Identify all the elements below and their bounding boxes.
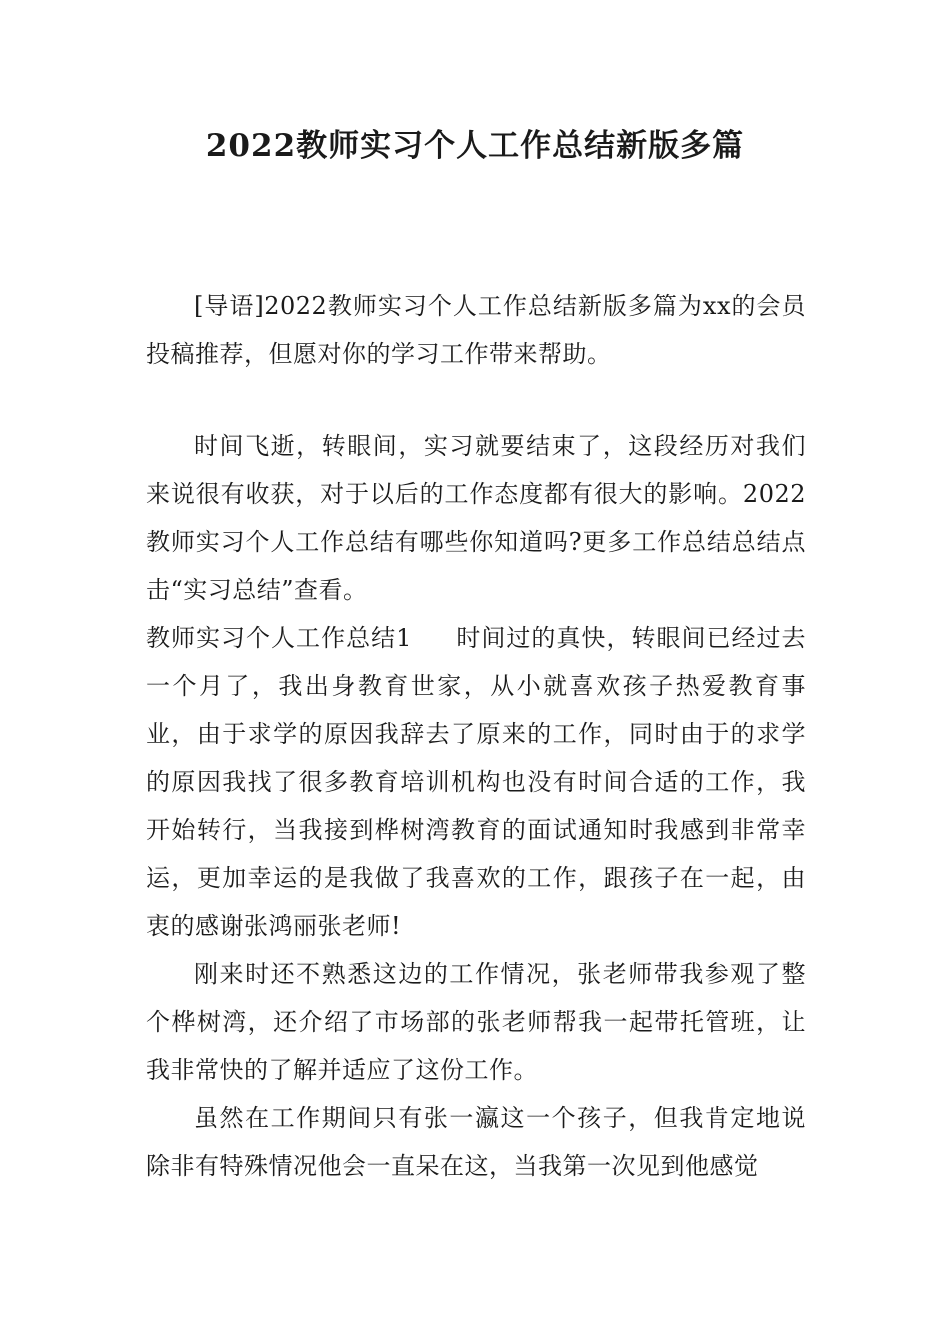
document-title: 2022教师实习个人工作总结新版多篇 bbox=[205, 128, 745, 164]
paragraph-gap bbox=[146, 378, 806, 422]
section-1-paragraph bbox=[146, 614, 806, 950]
paragraph-4: 虽然在工作期间只有张一瀛这一个孩子，但我肯定地说除非有特殊情况他会一直呆在这，当我第一次见到他感觉 bbox=[146, 1104, 806, 1180]
paragraph-1: 时间飞逝，转眼间，实习就要结束了，这段经历对我们来说很有收获，对于以后的工作态度都有很大的影响。2022教师实习个人工作总结有哪些你知道吗?更多工作总结总结点击“实习总结”查看。 bbox=[146, 432, 806, 604]
paragraph-3: 刚来时还不熟悉这边的工作情况，张老师带我参观了整个桦树湾，还介绍了市场部的张老师帮我一起带托管班，让我非常快的了解并适应了这份工作。 bbox=[146, 960, 806, 1084]
section-1-heading: 教师实习个人工作总结1 bbox=[146, 624, 412, 652]
intro-paragraph: [导语]2022教师实习个人工作总结新版多篇为xx的会员投稿推荐，但愿对你的学习工作带来帮助。 bbox=[146, 292, 806, 368]
section-1-text: 时间过的真快，转眼间已经过去一个月了，我出身教育世家，从小就喜欢孩子热爱教育事业，由于求学的原因我辞去了原来的工作，同时由于的求学的原因我找了很多教育培训机构也没有时间合适的工作，我开始转行，当我接到桦树湾教育的面试通知时我感到非常幸运，更加幸运的是我做了我喜欢的工作，跟孩子在一起，由衷的感谢张鸿丽张老师! bbox=[146, 624, 807, 940]
document-body bbox=[146, 282, 806, 1190]
